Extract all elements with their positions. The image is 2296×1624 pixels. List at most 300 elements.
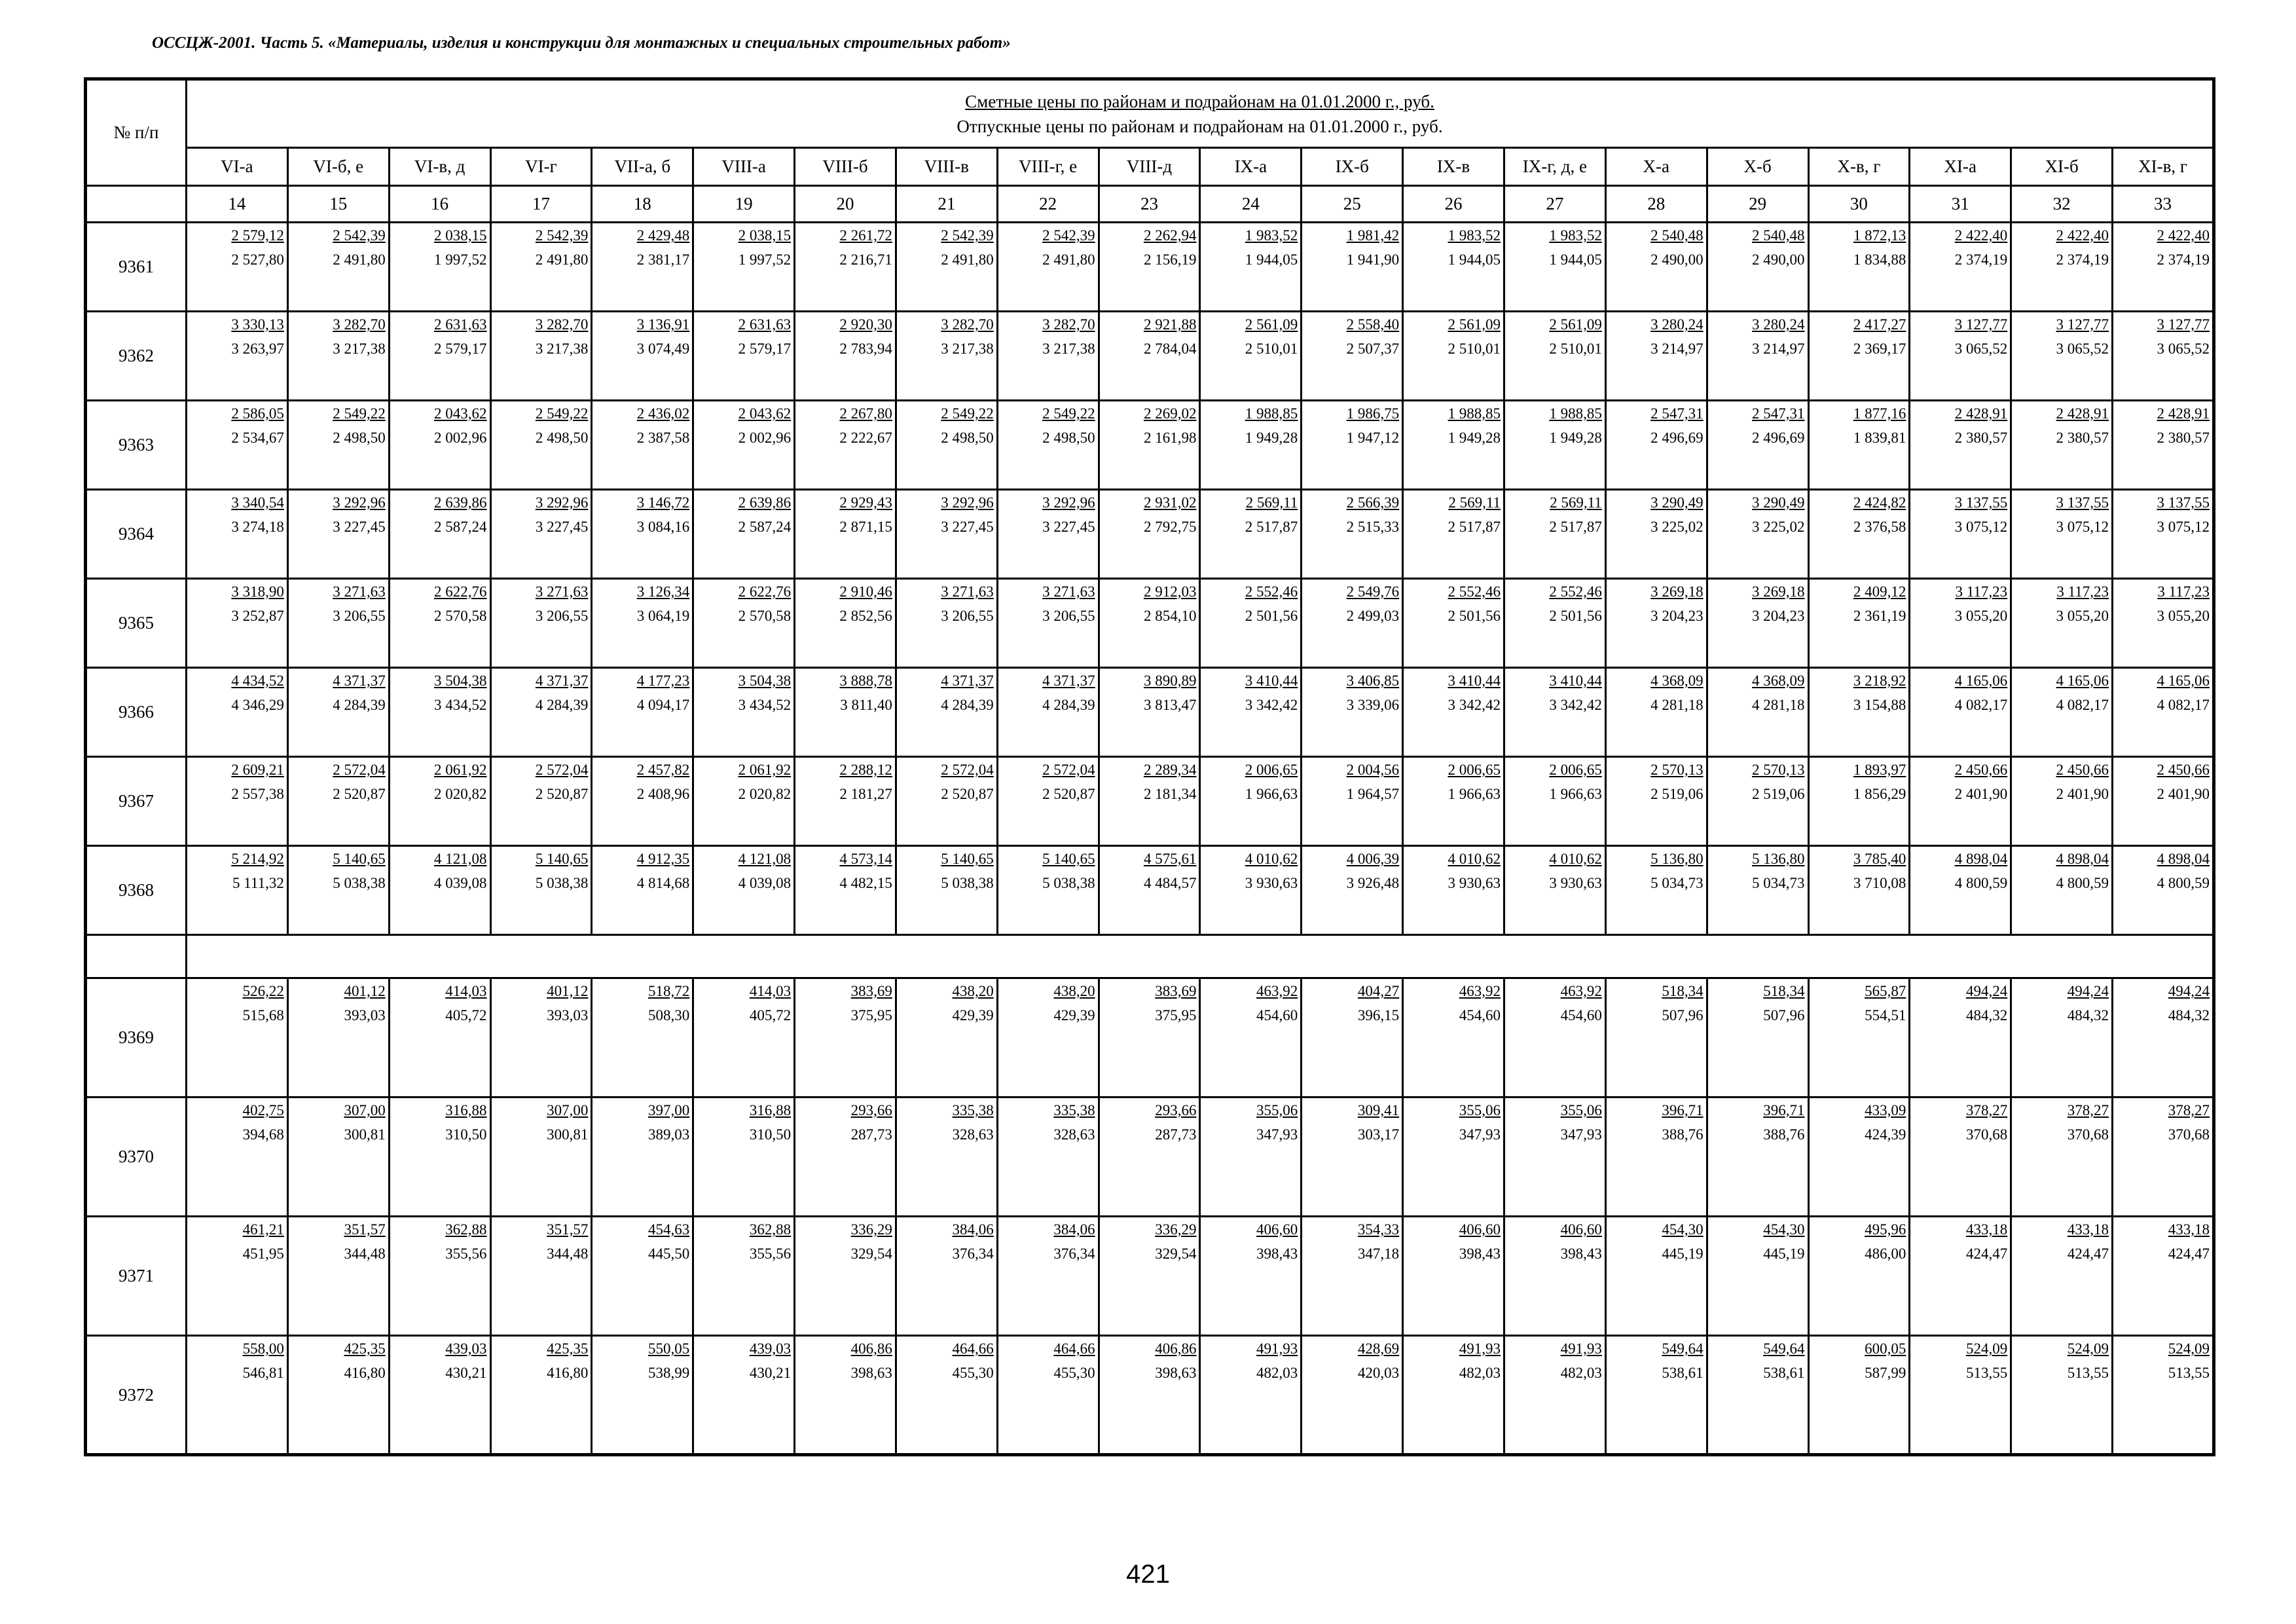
price-cell — [1099, 757, 1200, 846]
estimate-price — [1810, 315, 1906, 335]
release-price: 2 587,24 — [738, 519, 792, 535]
estimate-price-value: 3 269,18 — [1752, 583, 1805, 600]
estimate-price — [1404, 982, 1501, 1001]
estimate-price — [1201, 493, 1298, 513]
estimate-price-value: 2 542,39 — [1042, 227, 1095, 244]
release-price: 3 225,02 — [1752, 519, 1805, 535]
price-pair — [1505, 1337, 1605, 1388]
release-price: 388,76 — [1763, 1126, 1805, 1143]
estimate-price-value: 3 127,77 — [2157, 316, 2210, 333]
price-cell — [997, 401, 1099, 490]
estimate-price-value: 433,18 — [2067, 1221, 2109, 1238]
release-price: 3 214,97 — [1752, 341, 1805, 357]
price-cell — [1403, 757, 1504, 846]
price-pair — [1505, 847, 1605, 898]
price-cell — [693, 401, 795, 490]
price-pair — [897, 1337, 996, 1388]
release-price: 2 783,94 — [839, 341, 892, 357]
release-price: 3 227,45 — [535, 519, 589, 535]
estimate-price-value: 2 639,86 — [738, 494, 792, 511]
release-price: 4 814,68 — [636, 875, 690, 891]
price-pair — [390, 979, 490, 1030]
estimate-price-value: 378,27 — [2067, 1102, 2109, 1118]
price-pair — [1201, 1098, 1300, 1149]
price-pair — [1404, 490, 1503, 542]
estimate-price — [1404, 226, 1501, 246]
estimate-price-value: 2 561,09 — [1245, 316, 1298, 333]
price-cell — [1605, 1217, 1707, 1336]
estimate-price — [390, 226, 487, 246]
release-price: 2 570,58 — [434, 608, 487, 624]
price-cell — [2113, 846, 2214, 935]
price-pair — [897, 1217, 996, 1268]
release-price: 3 075,12 — [2157, 519, 2210, 535]
price-cell — [896, 846, 997, 935]
price-cell — [795, 1098, 896, 1217]
release-price: 3 065,52 — [2056, 341, 2109, 357]
estimate-price-value: 2 540,48 — [1650, 227, 1704, 244]
price-pair — [694, 312, 793, 363]
price-cell — [997, 223, 1099, 312]
estimate-price — [1607, 1220, 1704, 1240]
release-price: 405,72 — [749, 1007, 792, 1024]
estimate-price-value: 2 569,11 — [1448, 494, 1501, 511]
price-pair — [390, 669, 490, 720]
row-number: 9365 — [86, 579, 187, 668]
release-price: 3 204,23 — [1752, 608, 1805, 624]
estimate-price — [1404, 671, 1501, 691]
price-cell — [693, 846, 795, 935]
estimate-price-value: 354,33 — [1357, 1221, 1400, 1238]
estimate-price — [1810, 760, 1906, 780]
estimate-price — [1607, 1101, 1704, 1120]
price-pair — [1607, 1098, 1706, 1149]
price-cell — [592, 1217, 693, 1336]
estimate-price-value: 406,60 — [1256, 1221, 1298, 1238]
price-cell — [1504, 223, 1605, 312]
price-cell — [2011, 668, 2113, 757]
price-cell — [1504, 757, 1605, 846]
price-cell — [1605, 1336, 1707, 1455]
price-pair — [592, 1217, 692, 1268]
price-cell — [1099, 1098, 1200, 1217]
estimate-price — [1505, 849, 1602, 869]
price-pair — [1302, 979, 1402, 1030]
price-cell — [997, 757, 1099, 846]
estimate-price-value: 3 269,18 — [1650, 583, 1704, 600]
price-pair — [1607, 401, 1706, 452]
release-price: 398,63 — [1155, 1365, 1197, 1381]
release-price: 2 784,04 — [1143, 341, 1197, 357]
price-pair — [187, 979, 287, 1030]
estimate-price-value: 2 929,43 — [839, 494, 892, 511]
estimate-price-value: 2 061,92 — [434, 762, 487, 778]
column-number: 25 — [1302, 186, 1403, 223]
number-column-header: № п/п — [86, 79, 187, 186]
price-cell — [795, 223, 896, 312]
release-price: 3 064,19 — [636, 608, 690, 624]
price-cell — [490, 757, 592, 846]
estimate-price-value: 307,00 — [344, 1102, 386, 1118]
estimate-price — [390, 493, 487, 513]
price-cell — [287, 668, 389, 757]
estimate-price — [592, 671, 689, 691]
price-pair — [2012, 312, 2111, 363]
region-header: IX-а — [1200, 148, 1302, 186]
price-pair — [897, 979, 996, 1030]
estimate-price — [492, 226, 589, 246]
estimate-price-value: 494,24 — [2168, 983, 2210, 999]
estimate-price — [998, 1101, 1095, 1120]
release-price: 3 339,06 — [1346, 697, 1400, 713]
price-pair — [1404, 1337, 1503, 1388]
price-cell — [389, 223, 490, 312]
price-cell — [1605, 1098, 1707, 1217]
price-pair — [1708, 312, 1808, 363]
release-price: 3 206,55 — [1042, 608, 1095, 624]
price-pair — [1708, 758, 1808, 809]
estimate-price-value: 3 126,34 — [636, 583, 690, 600]
release-price: 2 401,90 — [2056, 786, 2109, 802]
estimate-price — [694, 315, 791, 335]
price-cell — [1200, 401, 1302, 490]
price-cell — [693, 223, 795, 312]
estimate-price-value: 2 549,22 — [1042, 405, 1095, 422]
estimate-price-value: 378,27 — [1965, 1102, 2008, 1118]
price-pair — [187, 312, 287, 363]
price-pair — [2113, 669, 2212, 720]
price-cell — [490, 579, 592, 668]
column-number-blank — [86, 186, 187, 223]
price-pair — [1505, 979, 1605, 1030]
price-cell — [1707, 846, 1808, 935]
price-pair — [187, 223, 287, 274]
release-price: 445,50 — [647, 1246, 690, 1262]
price-cell — [389, 978, 490, 1098]
estimate-price — [1708, 982, 1805, 1001]
release-price: 424,47 — [2067, 1246, 2109, 1262]
release-price: 2 579,17 — [434, 341, 487, 357]
release-price: 328,63 — [952, 1126, 994, 1143]
release-price: 1 949,28 — [1245, 430, 1298, 446]
price-cell — [2113, 490, 2214, 579]
price-cell — [1605, 579, 1707, 668]
estimate-price — [289, 1101, 386, 1120]
price-pair — [795, 1217, 895, 1268]
price-pair — [1607, 669, 1706, 720]
price-pair — [289, 223, 388, 274]
price-pair — [1607, 758, 1706, 809]
estimate-price — [1607, 982, 1704, 1001]
price-cell — [187, 1336, 288, 1455]
release-price: 2 490,00 — [1650, 251, 1704, 268]
release-price: 2 520,87 — [1042, 786, 1095, 802]
release-price: 4 800,59 — [1954, 875, 2008, 891]
estimate-price — [187, 493, 284, 513]
price-cell — [2011, 978, 2113, 1098]
price-cell — [693, 1098, 795, 1217]
estimate-price — [1810, 493, 1906, 513]
estimate-price-value: 401,12 — [547, 983, 589, 999]
price-cell — [795, 1336, 896, 1455]
estimate-price-value: 4 573,14 — [839, 851, 892, 867]
release-price: 2 510,01 — [1549, 341, 1602, 357]
price-cell — [693, 490, 795, 579]
price-pair — [1708, 979, 1808, 1030]
estimate-price — [2012, 1339, 2109, 1359]
price-cell — [1302, 1217, 1403, 1336]
estimate-price-value: 3 136,91 — [636, 316, 690, 333]
estimate-price — [492, 582, 589, 602]
release-price: 396,15 — [1357, 1007, 1400, 1024]
release-price: 3 342,42 — [1245, 697, 1298, 713]
price-pair — [694, 847, 793, 898]
estimate-price-value: 3 410,44 — [1245, 673, 1298, 689]
price-pair — [1505, 490, 1605, 542]
estimate-price-value: 2 006,65 — [1549, 762, 1602, 778]
price-pair — [2012, 847, 2111, 898]
release-price: 538,99 — [647, 1365, 690, 1381]
release-price: 329,54 — [1155, 1246, 1197, 1262]
estimate-price-value: 3 271,63 — [535, 583, 589, 600]
estimate-price — [187, 1339, 284, 1359]
estimate-price-value: 425,35 — [344, 1340, 386, 1357]
column-number: 17 — [490, 186, 592, 223]
price-cell — [287, 223, 389, 312]
estimate-price — [1302, 226, 1399, 246]
estimate-price-value: 1 988,85 — [1549, 405, 1602, 422]
price-cell — [389, 1217, 490, 1336]
release-price: 3 154,88 — [1853, 697, 1906, 713]
price-cell — [287, 490, 389, 579]
estimate-price — [1810, 982, 1906, 1001]
release-price: 455,30 — [952, 1365, 994, 1381]
price-pair — [187, 1217, 287, 1268]
estimate-price — [694, 404, 791, 424]
estimate-price-value: 1 872,13 — [1853, 227, 1906, 244]
row-number: 9370 — [86, 1098, 187, 1217]
price-cell — [795, 312, 896, 401]
estimate-price-value: 378,27 — [2168, 1102, 2210, 1118]
estimate-price — [1404, 1339, 1501, 1359]
estimate-price — [2113, 671, 2210, 691]
price-pair — [390, 490, 490, 542]
price-cell — [1707, 490, 1808, 579]
release-price: 4 346,29 — [231, 697, 284, 713]
estimate-price — [1404, 582, 1501, 602]
price-pair — [1607, 312, 1706, 363]
estimate-price-value: 2 631,63 — [738, 316, 792, 333]
release-price: 2 498,50 — [535, 430, 589, 446]
release-price: 398,63 — [850, 1365, 892, 1381]
price-pair — [1708, 669, 1808, 720]
release-price: 389,03 — [647, 1126, 690, 1143]
estimate-price-value: 3 146,72 — [636, 494, 690, 511]
release-price: 287,73 — [1155, 1126, 1197, 1143]
release-price: 4 482,15 — [839, 875, 892, 891]
price-cell — [1707, 401, 1808, 490]
price-cell — [490, 223, 592, 312]
release-price: 2 361,19 — [1853, 608, 1906, 624]
estimate-price-value: 4 368,09 — [1752, 673, 1805, 689]
price-cell — [1099, 312, 1200, 401]
price-cell — [1605, 978, 1707, 1098]
estimate-price — [1100, 760, 1197, 780]
estimate-price-value: 4 371,37 — [1042, 673, 1095, 689]
estimate-price — [1201, 404, 1298, 424]
release-price: 2 491,80 — [1042, 251, 1095, 268]
release-price: 2 381,17 — [636, 251, 690, 268]
price-pair — [998, 401, 1098, 452]
price-cell — [896, 579, 997, 668]
price-pair — [289, 1337, 388, 1388]
price-cell — [1099, 490, 1200, 579]
estimate-price-value: 3 282,70 — [941, 316, 994, 333]
release-price: 430,21 — [445, 1365, 487, 1381]
estimate-price-value: 1 986,75 — [1346, 405, 1400, 422]
estimate-price — [897, 404, 994, 424]
price-pair — [592, 669, 692, 720]
estimate-price — [1100, 1220, 1197, 1240]
estimate-price-value: 463,92 — [1256, 983, 1298, 999]
estimate-price — [897, 849, 994, 869]
table-row — [86, 1098, 2214, 1217]
release-price: 2 496,69 — [1650, 430, 1704, 446]
price-pair — [289, 979, 388, 1030]
release-price: 310,50 — [749, 1126, 792, 1143]
column-number: 26 — [1403, 186, 1504, 223]
estimate-price — [1302, 1339, 1399, 1359]
price-cell — [1302, 1336, 1403, 1455]
release-price: 3 204,23 — [1650, 608, 1704, 624]
estimate-price-value: 524,09 — [2168, 1340, 2210, 1357]
estimate-price-value: 4 434,52 — [231, 673, 284, 689]
price-cell — [1403, 1336, 1504, 1455]
price-cell — [1403, 1098, 1504, 1217]
release-price: 416,80 — [547, 1365, 589, 1381]
estimate-price-value: 4 010,62 — [1448, 851, 1501, 867]
estimate-price-value: 351,57 — [344, 1221, 386, 1238]
release-price: 3 274,18 — [231, 519, 284, 535]
price-cell — [490, 1098, 592, 1217]
price-cell — [287, 401, 389, 490]
estimate-price-value: 2 043,62 — [434, 405, 487, 422]
table-row — [86, 490, 2214, 579]
estimate-price — [1100, 1101, 1197, 1120]
price-cell — [490, 490, 592, 579]
price-cell — [1099, 1336, 1200, 1455]
price-cell — [1707, 579, 1808, 668]
estimate-price-value: 401,12 — [344, 983, 386, 999]
price-pair — [2012, 1217, 2111, 1268]
price-pair — [795, 580, 895, 631]
price-cell — [896, 757, 997, 846]
table-row — [86, 846, 2214, 935]
estimate-price — [1910, 493, 2007, 513]
estimate-price — [1302, 760, 1399, 780]
estimate-price — [1100, 226, 1197, 246]
price-cell — [592, 579, 693, 668]
release-price: 2 222,67 — [839, 430, 892, 446]
estimate-price — [592, 1101, 689, 1120]
release-price: 2 501,56 — [1549, 608, 1602, 624]
estimate-price — [1910, 849, 2007, 869]
release-price: 2 587,24 — [434, 519, 487, 535]
release-price: 2 852,56 — [839, 608, 892, 624]
price-cell — [287, 846, 389, 935]
row-number: 9364 — [86, 490, 187, 579]
price-cell — [1099, 846, 1200, 935]
release-price: 538,61 — [1763, 1365, 1805, 1381]
price-cell — [592, 978, 693, 1098]
price-cell — [1605, 757, 1707, 846]
estimate-price-value: 4 371,37 — [333, 673, 386, 689]
price-cell — [1910, 668, 2011, 757]
estimate-price — [2113, 315, 2210, 335]
release-price: 2 520,87 — [333, 786, 386, 802]
price-pair — [897, 669, 996, 720]
price-pair — [289, 401, 388, 452]
estimate-price — [795, 671, 892, 691]
estimate-price-value: 1 983,52 — [1245, 227, 1298, 244]
estimate-price-value: 2 422,40 — [1954, 227, 2008, 244]
estimate-price-value: 3 340,54 — [231, 494, 284, 511]
price-cell — [187, 978, 288, 1098]
estimate-price-value: 4 165,06 — [1954, 673, 2008, 689]
price-pair — [1708, 1217, 1808, 1268]
estimate-price-value: 4 912,35 — [636, 851, 690, 867]
estimate-price — [1201, 671, 1298, 691]
estimate-price-value: 3 127,77 — [1954, 316, 2008, 333]
estimate-price — [998, 582, 1095, 602]
price-pair — [2113, 312, 2212, 363]
price-cell — [1200, 668, 1302, 757]
estimate-price — [1505, 582, 1602, 602]
estimate-price-value: 439,03 — [445, 1340, 487, 1357]
price-pair — [1100, 580, 1199, 631]
estimate-price — [289, 982, 386, 1001]
estimate-price — [1505, 1339, 1602, 1359]
release-price: 2 491,80 — [941, 251, 994, 268]
release-price: 3 225,02 — [1650, 519, 1704, 535]
table-row — [86, 223, 2214, 312]
release-price: 405,72 — [445, 1007, 487, 1024]
price-pair — [2012, 401, 2111, 452]
price-pair — [1404, 758, 1503, 809]
price-pair — [1505, 312, 1605, 363]
release-price: 2 002,96 — [434, 430, 487, 446]
estimate-price — [390, 671, 487, 691]
estimate-price-value: 3 406,85 — [1346, 673, 1400, 689]
price-cell — [1099, 401, 1200, 490]
release-price: 4 082,17 — [2056, 697, 2109, 713]
table-row — [86, 757, 2214, 846]
estimate-price-value: 2 428,91 — [2157, 405, 2210, 422]
release-price: 287,73 — [850, 1126, 892, 1143]
estimate-price-value: 524,09 — [1965, 1340, 2008, 1357]
price-pair — [1607, 580, 1706, 631]
price-pair — [289, 490, 388, 542]
table-row — [86, 401, 2214, 490]
estimate-price-value: 335,38 — [952, 1102, 994, 1118]
price-cell — [592, 401, 693, 490]
price-cell — [1910, 312, 2011, 401]
estimate-price — [2012, 315, 2109, 335]
estimate-price — [1910, 1339, 2007, 1359]
price-table — [84, 77, 2215, 1456]
estimate-price — [1302, 404, 1399, 424]
region-header: VIII-г, е — [997, 148, 1099, 186]
